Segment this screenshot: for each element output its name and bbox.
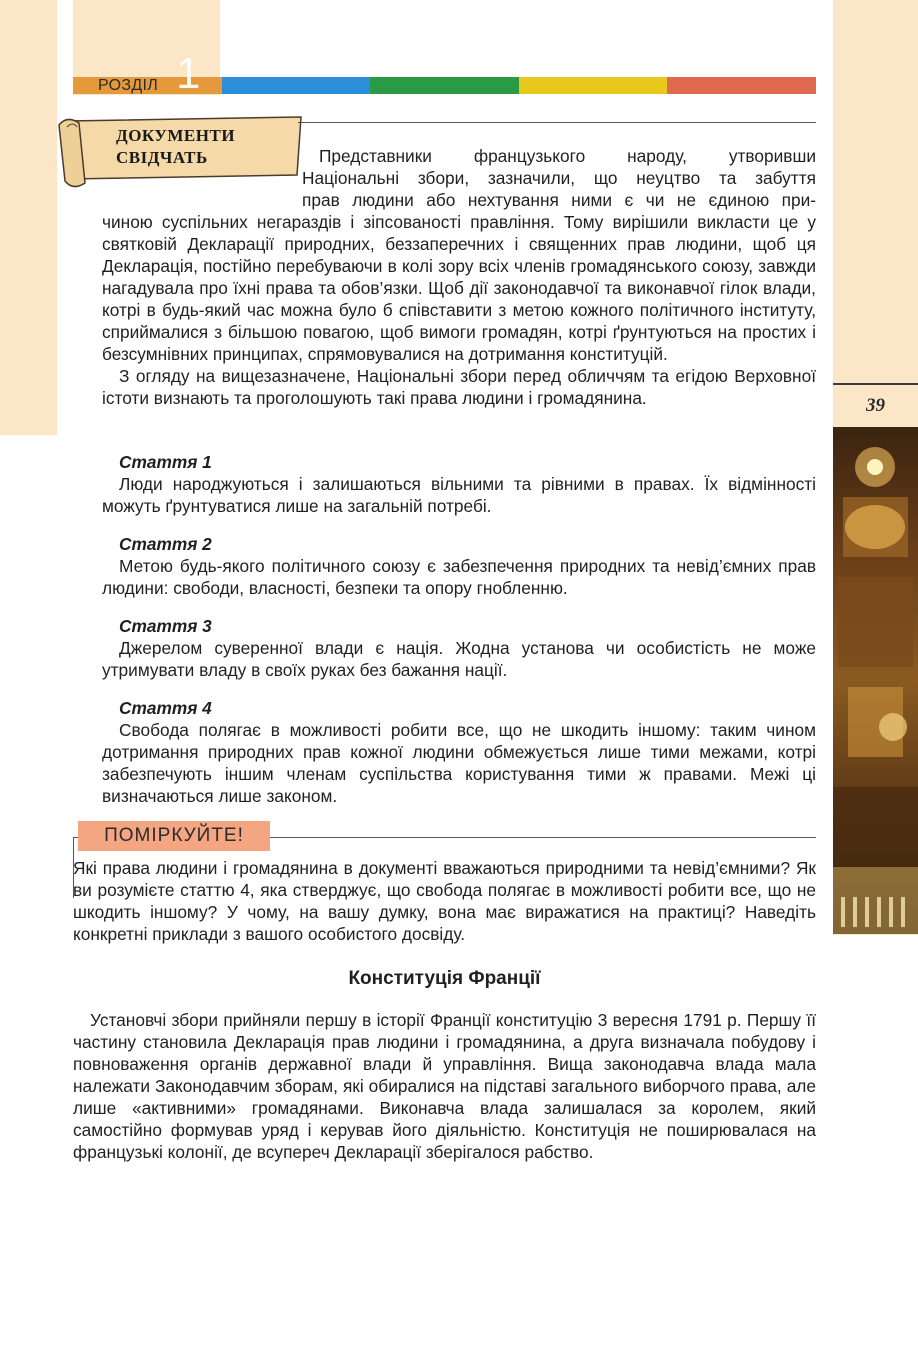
article-1	[102, 451, 816, 517]
bar-segment-green	[370, 77, 519, 94]
article-text: Джерелом суверенної влади є нація. Жодна установа чи особистість не може утримувати владу в своїх руках без бажання нації.	[102, 638, 816, 680]
article-title: Стаття 3	[119, 616, 212, 636]
think-rule	[270, 837, 816, 838]
constitution-paragraph: Установчі збори прийняли першу в історії Франції конституцію 3 вересня 1791 р. Першу її частину становила Декларація прав людини і громадянина, а друга визначала побудову і повноваження органів державної влади й управління. Вища законодавча влада мала належати Законодавчим зборам, які обиралися на підставі загального виборчого права, але лише «активними» громадянами. Виконавча влада залишалася за королем, який самостійно формував уряд і керував його діяльністю. Конституція не поширювалася на французькі колонії, де всупереч Декларації зберігалося рабство.	[73, 1010, 816, 1162]
preamble-line-3: прав людини або нехтування ними є чи не єдиною при-	[302, 190, 816, 210]
article-title: Стаття 1	[119, 452, 212, 472]
preamble-narrow	[302, 145, 816, 211]
palace-interior-photo	[833, 427, 918, 934]
preamble-line-1: Представники французького народу, утворивши	[319, 146, 816, 166]
article-title: Стаття 4	[119, 698, 212, 718]
article-title: Стаття 2	[119, 534, 212, 554]
top-rule	[298, 122, 816, 123]
think-text-block	[73, 857, 816, 945]
preamble-main	[102, 211, 816, 409]
bar-segment-red	[667, 77, 816, 94]
article-4	[102, 697, 816, 807]
documents-box-title	[116, 125, 235, 169]
preamble-paragraph-2: З огляду на вищезазначене, Національні збори перед обличчям та егідою Верховної істоти визнають та проголошують такі права людини і громадянина.	[102, 366, 816, 408]
think-question-text: Які права людини і громадянина в документі вважаються природними та невід’ємними? Як ви розумієте статтю 4, яка стверджує, що свобода полягає в можливості робити все, що не шкодить іншому? У чому, на вашу думку, вона має виражатися на практиці? Наведіть конкретні приклади з вашого особистого досвіду.	[73, 858, 816, 944]
bar-segment-blue	[222, 77, 371, 94]
page-number: 39	[866, 395, 885, 416]
constitution-text-block	[73, 1009, 816, 1163]
article-3	[102, 615, 816, 681]
preamble-line-2: Національні збори, зазначили, що неуцтво та забуття	[302, 168, 816, 188]
article-text: Люди народжуються і залишаються вільними та рівними в правах. Їх відмінності можуть ґрунтуватися лише на загальній потребі.	[102, 474, 816, 516]
article-text: Свобода полягає в можливості робити все, що не шкодить іншому: таким чином дотримання природних прав кожної людини обмежується лише тими межами, котрі забезпечують іншим членам суспільства користування тими ж правами. Межі ці визначаються лише законом.	[102, 720, 816, 806]
section-label: РОЗДІЛ	[98, 77, 159, 94]
section-number: 1	[176, 49, 201, 98]
preamble-paragraph-1: чиною суспільних негараздів і зіпсованості правління. Тому вирішили викласти це у святковій Декларації природних, беззаперечних і священних прав людини, щоб ця Декларація, постійно перебуваючи в колі зору всіх членів громадянського союзу, завжди нагадувала про їхні права та обов’язки. Щоб дії законодавчої та виконавчої гілок влади, котрі в будь-який час можна було б співставити з метою кожного політичного інституту, сприймалися з більшою повагою, щоб вимоги громадян, котрі ґрунтуються на простих і безсумнівних принципах, спрямовувалися на дотримання конституцій.	[102, 212, 816, 364]
bar-segment-yellow	[519, 77, 668, 94]
constitution-heading: Конституція Франції	[348, 968, 541, 989]
article-2	[102, 533, 816, 599]
think-label: ПОМІРКУЙТЕ!	[78, 821, 270, 851]
article-text: Метою будь-якого політичного союзу є забезпечення природних та невід’ємних прав людини: свободи, власності, безпеки та опору гнобленню.	[102, 556, 816, 598]
documents-title-line2: СВІДЧАТЬ	[116, 148, 208, 167]
documents-title-line1: ДОКУМЕНТИ	[116, 126, 236, 145]
articles-list	[102, 451, 816, 823]
left-margin-tint	[0, 0, 57, 435]
